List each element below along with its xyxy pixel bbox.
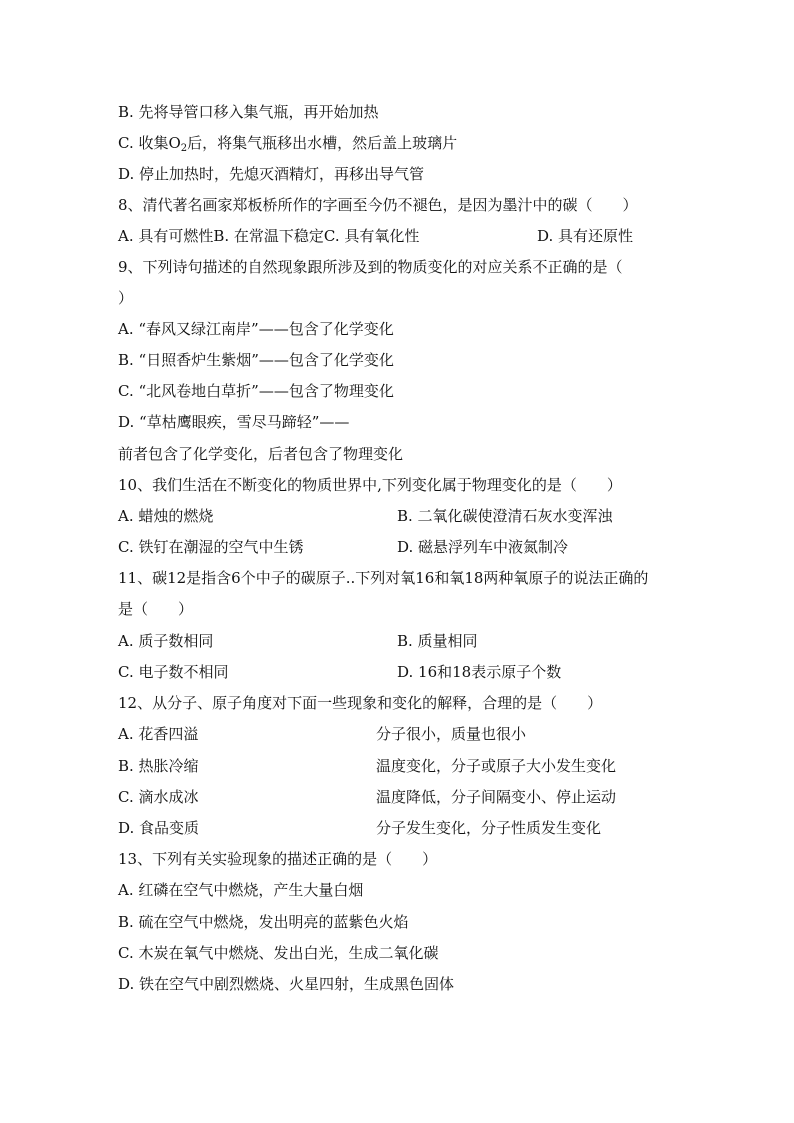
q8-options-abc: A. 具有可燃性B. 在常温下稳定C. 具有氧化性 — [118, 227, 420, 245]
q11-stem-line2: 是（ ） — [118, 600, 194, 618]
q13-option-a: A. 红磷在空气中燃烧，产生大量白烟 — [118, 881, 364, 899]
q7-option-c — [118, 132, 457, 154]
q9-option-c: C. “北风卷地白草折”——包含了物理变化 — [118, 382, 394, 400]
q7-option-b: B. 先将导管口移入集气瓶，再开始加热 — [118, 103, 379, 121]
q13-option-b: B. 硫在空气中燃烧，发出明亮的蓝紫色火焰 — [118, 913, 409, 931]
q8-option-d: D. 具有还原性 — [537, 227, 634, 245]
q10-option-d: D. 磁悬浮列车中液氮制冷 — [397, 538, 569, 556]
q13-option-d: D. 铁在空气中剧烈燃烧、火星四射，生成黑色固体 — [118, 975, 455, 993]
q13-stem: 13、下列有关实验现象的描述正确的是（ ） — [118, 850, 438, 868]
q10-option-c: C. 铁钉在潮湿的空气中生锈 — [118, 538, 304, 556]
q9-option-d-line1: D. “草枯鹰眼疾，雪尽马蹄轻”—— — [118, 413, 350, 431]
q12-explanation-c: 温度降低，分子间隔变小、停止运动 — [376, 788, 617, 806]
q11-option-d: D. 16和18表示原子个数 — [397, 663, 562, 681]
q7-option-c-post: 后，将集气瓶移出水槽，然后盖上玻璃片 — [187, 134, 458, 152]
q7-option-c-pre: C. 收集O — [118, 134, 181, 152]
q12-option-a: A. 花香四溢 — [118, 725, 199, 743]
q10-stem: 10、我们生活在不断变化的物质世界中,下列变化属于物理变化的是（ ） — [118, 476, 622, 494]
q9-stem-line1: 9、下列诗句描述的自然现象跟所涉及到的物质变化的对应关系不正确的是（ — [118, 258, 623, 276]
q11-stem-line1: 11、碳12是指含6个中子的碳原子..下列对氧16和氧18两种氧原子的说法正确的 — [118, 569, 649, 587]
q11-option-b: B. 质量相同 — [397, 632, 478, 650]
q9-stem-line2: ） — [118, 289, 134, 307]
q9-option-b: B. “日照香炉生紫烟”——包含了化学变化 — [118, 351, 394, 369]
q11-option-c: C. 电子数不相同 — [118, 663, 229, 681]
q12-stem: 12、从分子、原子角度对下面一些现象和变化的解释，合理的是（ ） — [118, 694, 603, 712]
q12-option-d: D. 食品变质 — [118, 819, 200, 837]
q12-explanation-a: 分子很小，质量也很小 — [376, 725, 527, 743]
q7-option-c-subscript: 2 — [180, 143, 188, 154]
q12-explanation-b: 温度变化，分子或原子大小发生变化 — [376, 757, 617, 775]
q12-explanation-d: 分子发生变化，分子性质发生变化 — [376, 819, 602, 837]
q9-option-d-line2: 前者包含了化学变化，后者包含了物理变化 — [118, 445, 404, 463]
q12-option-b: B. 热胀冷缩 — [118, 757, 199, 775]
q12-option-c: C. 滴水成冰 — [118, 788, 199, 806]
q10-option-a: A. 蜡烛的燃烧 — [118, 507, 214, 525]
q9-option-a: A. “春风又绿江南岸”——包含了化学变化 — [118, 320, 394, 338]
q10-option-b: B. 二氧化碳使澄清石灰水变浑浊 — [397, 507, 613, 525]
q8-stem: 8、清代著名画家郑板桥所作的字画至今仍不褪色，是因为墨汁中的碳（ ） — [118, 196, 638, 214]
q11-option-a: A. 质子数相同 — [118, 632, 214, 650]
q13-option-c: C. 木炭在氧气中燃烧、发出白光，生成二氧化碳 — [118, 944, 439, 962]
q7-option-d: D. 停止加热时，先熄灭酒精灯，再移出导气管 — [118, 165, 425, 183]
